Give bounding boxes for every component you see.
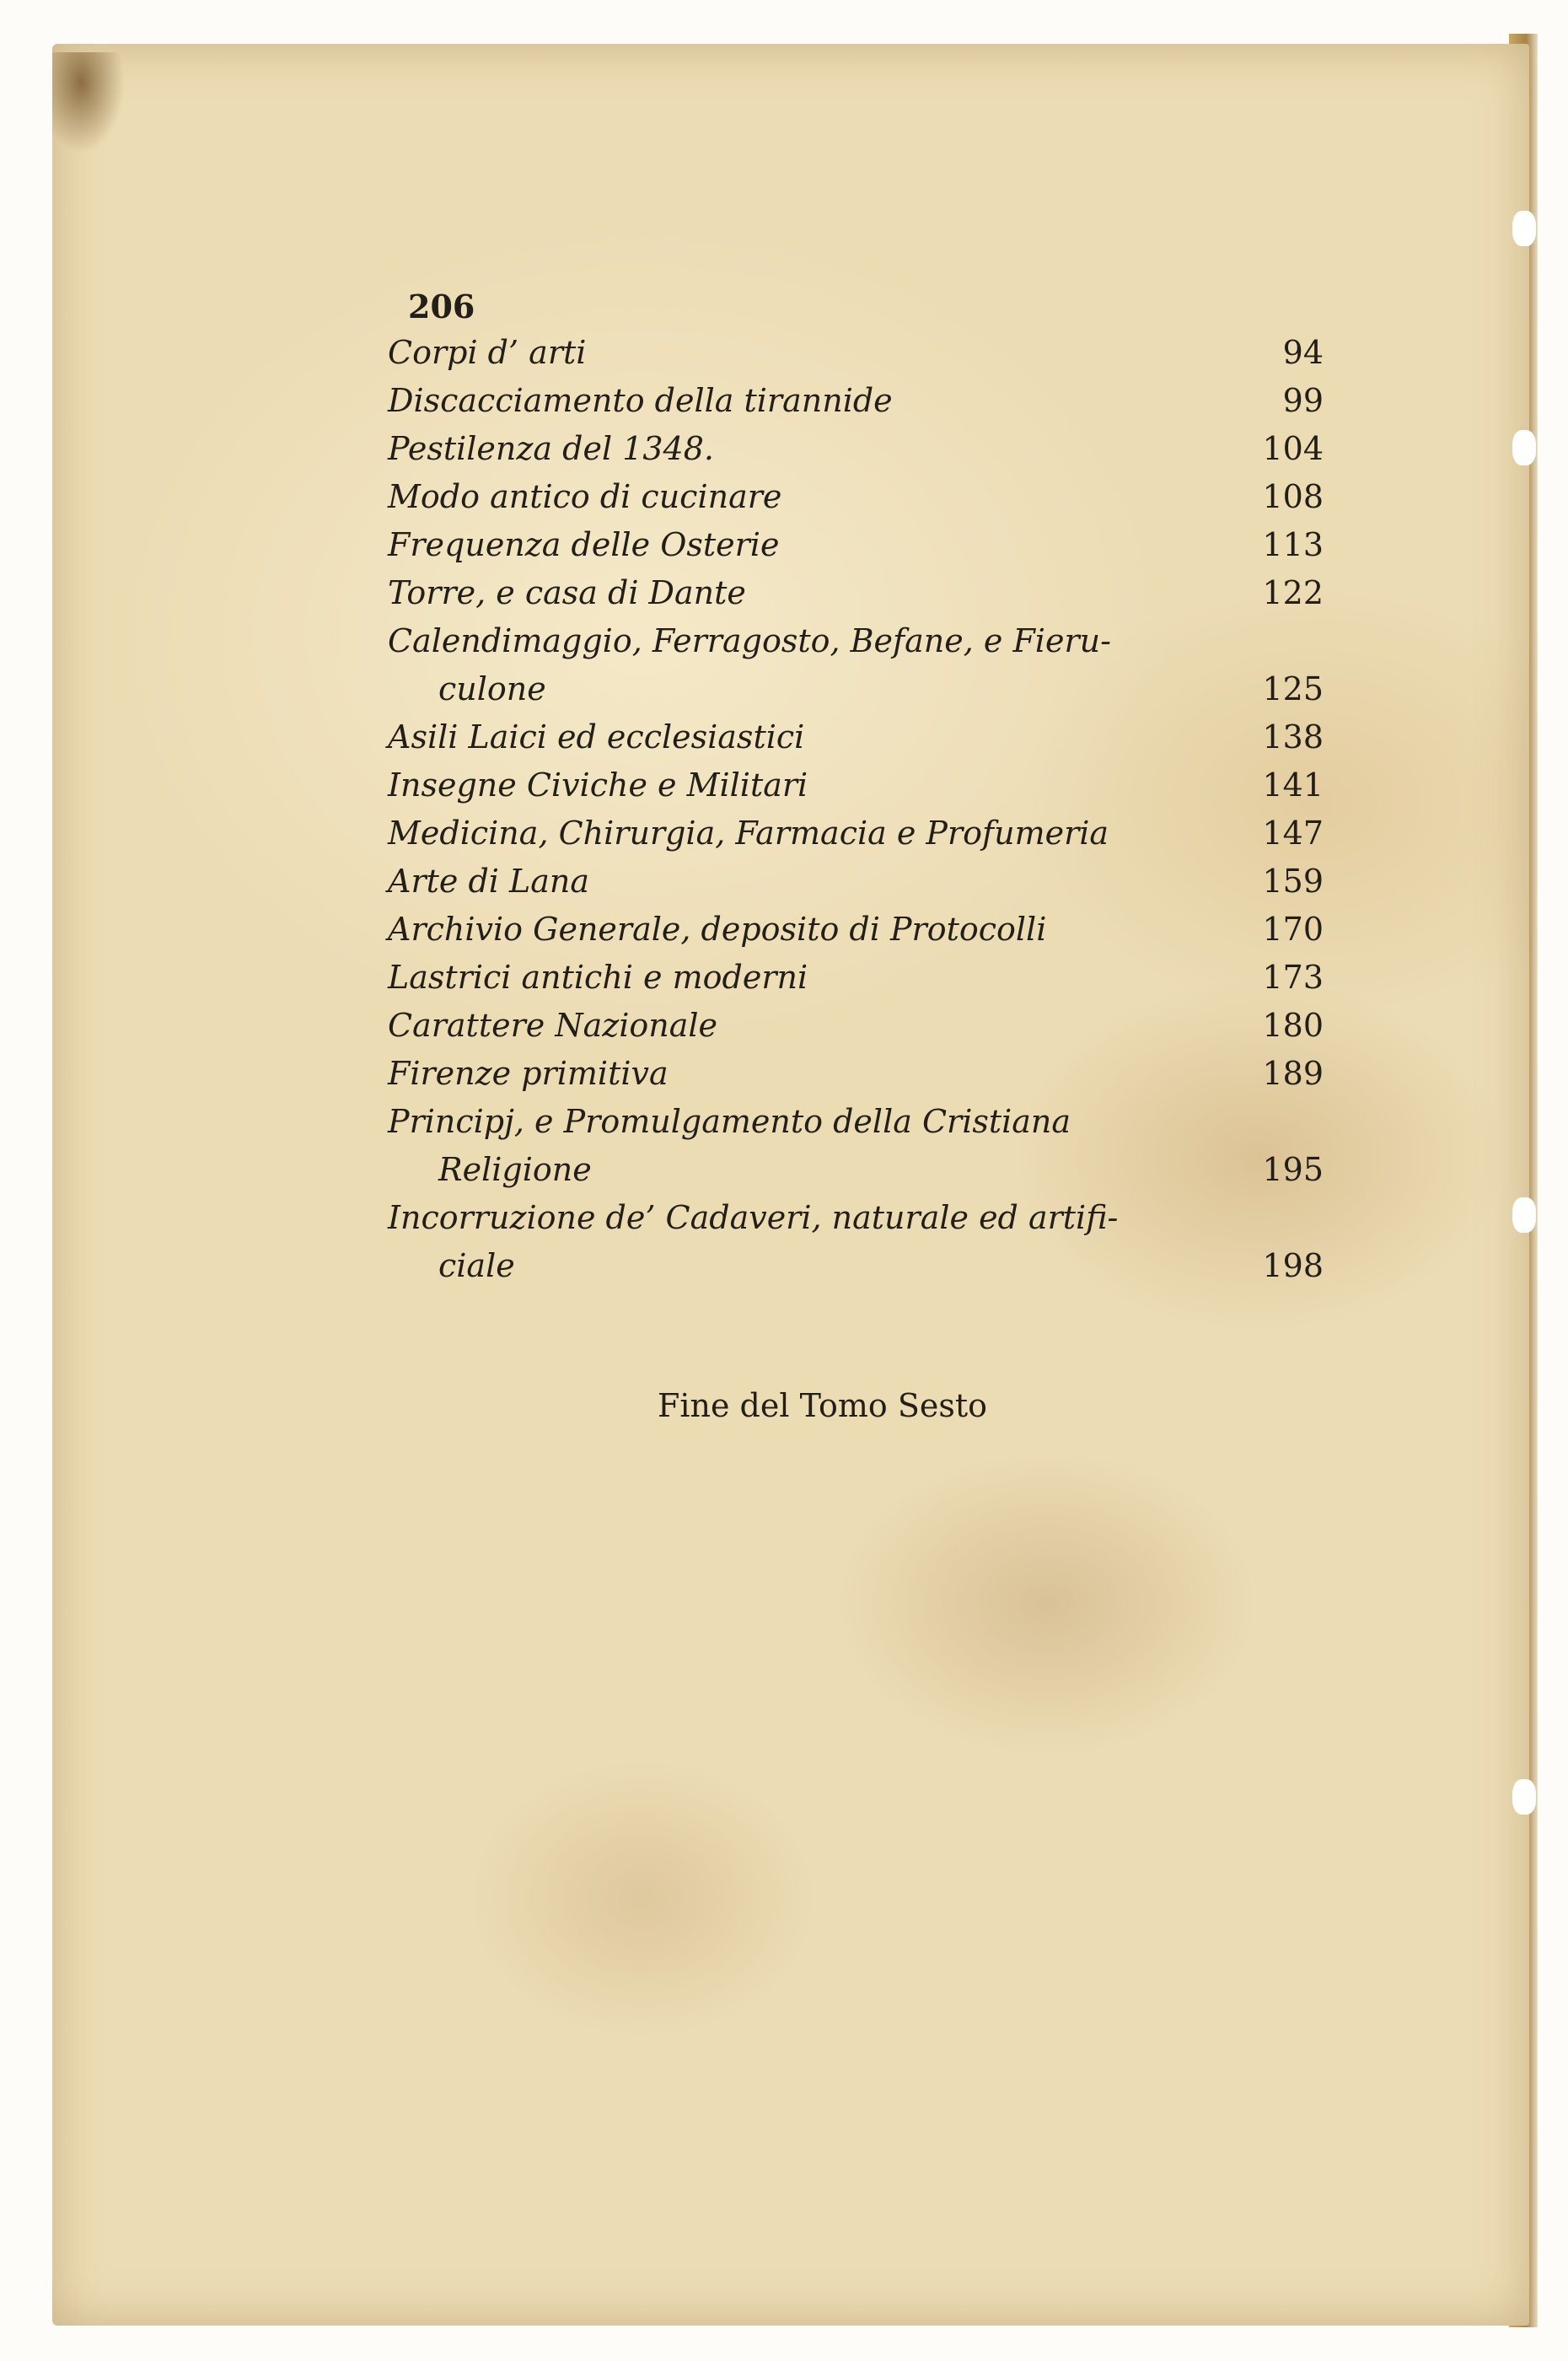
entry-title: Discacciamento della tirannide [388, 382, 893, 419]
toc-entry [388, 858, 1324, 906]
entry-title: Torre, e casa di Dante [388, 574, 746, 611]
entry-title: Firenze primitiva [388, 1055, 669, 1092]
entry-page-number: 104 [1262, 430, 1324, 467]
entry-title: Frequenza delle Osterie [388, 526, 780, 563]
toc-entry [388, 1050, 1324, 1098]
entry-title: Modo antico di cucinare [388, 478, 782, 515]
entry-title: Principj, e Promulgamento della Cristiana [388, 1103, 1071, 1140]
toc-entry [388, 473, 1324, 521]
entry-title: Archivio Generale, deposito di Protocolli [388, 911, 1047, 948]
entry-title: Arte di Lana [388, 863, 590, 900]
entry-title: Corpi d’ arti [388, 334, 587, 371]
entry-title: Pestilenza del 1348. [388, 430, 714, 467]
toc-entry [388, 713, 1324, 761]
corner-stain [52, 52, 125, 153]
entry-title-continuation: culone [438, 670, 546, 707]
page-number: 206 [408, 288, 475, 325]
end-note: Fine del Tomo Sesto [658, 1387, 988, 1424]
toc-entry [388, 906, 1324, 954]
entry-title: Insegne Civiche e Militari [388, 766, 808, 804]
binding-hole [1512, 430, 1536, 465]
entry-title: Lastrici antichi e moderni [388, 959, 808, 996]
entry-title-continuation: ciale [438, 1247, 515, 1284]
toc-entry [388, 617, 1324, 713]
toc-entry [388, 329, 1324, 377]
entry-title: Medicina, Chirurgia, Farmacia e Profumeria [388, 815, 1109, 852]
entry-title: Asili Laici ed ecclesiastici [388, 718, 805, 756]
entry-page-number: 94 [1282, 334, 1324, 371]
toc-entry [388, 1002, 1324, 1050]
entry-title: Calendimaggio, Ferragosto, Befane, e Fieru- [388, 622, 1111, 659]
binding-hole [1512, 211, 1536, 246]
entry-page-number: 147 [1262, 815, 1324, 852]
toc-entry [388, 425, 1324, 473]
toc-entries [388, 329, 1324, 1290]
entry-page-number: 125 [1262, 670, 1324, 707]
toc-entry [388, 569, 1324, 617]
entry-page-number: 122 [1262, 574, 1324, 611]
entry-page-number: 138 [1262, 718, 1324, 756]
entry-page-number: 170 [1262, 911, 1324, 948]
toc-entry [388, 1194, 1324, 1290]
entry-page-number: 180 [1262, 1007, 1324, 1044]
entry-title-continuation: Religione [438, 1151, 592, 1188]
entry-title: Incorruzione de’ Cadaveri, naturale ed artifi- [388, 1199, 1119, 1236]
toc-entry [388, 954, 1324, 1002]
toc-entry [388, 1098, 1324, 1194]
entry-page-number: 141 [1262, 766, 1324, 804]
entry-page-number: 159 [1262, 863, 1324, 900]
entry-page-number: 99 [1282, 382, 1324, 419]
toc-entry [388, 521, 1324, 569]
binding-hole [1512, 1197, 1536, 1233]
toc-entry [388, 761, 1324, 809]
entry-page-number: 189 [1262, 1055, 1324, 1092]
table-of-contents [388, 287, 1324, 1290]
entry-page-number: 195 [1262, 1151, 1324, 1188]
toc-entry [388, 809, 1324, 858]
entry-page-number: 173 [1262, 959, 1324, 996]
binding-hole [1512, 1779, 1536, 1815]
toc-entry [388, 377, 1324, 425]
entry-page-number: 198 [1262, 1247, 1324, 1284]
entry-page-number: 113 [1262, 526, 1324, 563]
entry-title: Carattere Nazionale [388, 1007, 718, 1044]
entry-page-number: 108 [1262, 478, 1324, 515]
